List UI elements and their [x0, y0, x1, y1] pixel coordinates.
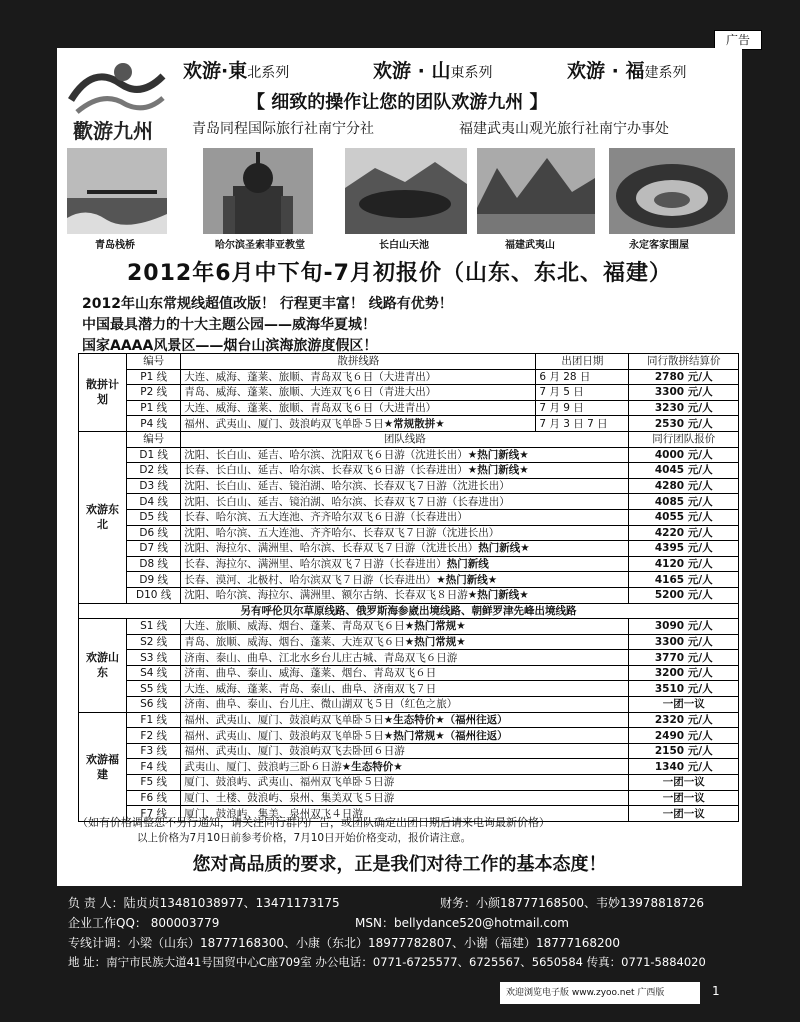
route-cell [181, 478, 629, 494]
route-text: 长春、长白山、延吉、哈尔滨、长春双飞６日游（长春进出） [184, 464, 468, 477]
photo-caption: 长白山天池 [379, 240, 429, 251]
price-cell: 4120 元/人 [629, 556, 739, 572]
table-row [79, 385, 739, 401]
agency-left: 青岛同程国际旅行社南宁分社 [192, 121, 374, 137]
price-cell: 4280 元/人 [629, 478, 739, 494]
route-cell [181, 728, 629, 744]
table-row [79, 665, 739, 681]
footer-address: 地 址：南宁市民族大道41号国贸中心C座709室 办公电话：0771-6725577、6725567、5650584 传真：0771-5884020 [68, 955, 706, 969]
code-cell: D10 线 [127, 587, 181, 603]
table-row [79, 790, 739, 806]
header-route: 散拼线路 [181, 354, 536, 370]
table-row [79, 494, 739, 510]
route-cell [181, 712, 629, 728]
price-cell: 4000 元/人 [629, 447, 739, 463]
route-text: 大连、威海、蓬莱、旅顺、青岛双飞６日（大进青出） [184, 402, 437, 415]
price-cell: 一团一议 [629, 697, 739, 713]
route-cell [181, 759, 629, 775]
code-cell: D3 线 [127, 478, 181, 494]
route-cell [181, 634, 629, 650]
logo-text: 歡游九州 [73, 119, 153, 142]
route-text: 沈阳、长白山、延吉、哈尔滨、沈阳双飞６日游（沈进长出） [184, 448, 468, 461]
route-text: 福州、武夷山、厦门、鼓浪屿双飞去卧回６日游 [184, 745, 405, 758]
table-row [79, 697, 739, 713]
route-text: 福州、武夷山、厦门、鼓浪屿双飞单卧５日 [184, 417, 384, 430]
route-text: 厦门、鼓浪屿、武夷山、福州双飞单卧５日游 [184, 776, 395, 789]
route-text: 沈阳、哈尔滨、海拉尔、满洲里、额尔古纳、长春双飞８日游 [184, 589, 468, 602]
route-text: 沈阳、海拉尔、满洲里、哈尔滨、长春双飞７日游（沈进长出） [184, 542, 479, 555]
route-text: 大连、威海、蓬莱、青岛、泰山、曲阜、济南双飞７日 [184, 682, 437, 695]
code-cell: D1 线 [127, 447, 181, 463]
agency-right: 福建武夷山观光旅行社南宁办事处 [459, 121, 669, 137]
table-row [79, 369, 739, 385]
route-badge: ★热门常规★ [404, 620, 466, 633]
route-cell [181, 681, 629, 697]
route-cell [181, 556, 629, 572]
route-badge: 热门新线 [446, 558, 489, 571]
route-text: 济南、曲阜、泰山、台儿庄、微山湖双飞５日（红色之旅） [184, 698, 458, 711]
route-text: 青岛、旅顺、威海、烟台、蓬莱、大连双飞６日 [184, 635, 405, 648]
route-cell [181, 619, 629, 635]
code-cell: F2 线 [127, 728, 181, 744]
table-row [79, 572, 739, 588]
route-text: 沈阳、哈尔滨、五大连池、齐齐哈尔、长春双飞７日游（沈进长出） [184, 526, 500, 539]
price-cell: 4165 元/人 [629, 572, 739, 588]
slogan: 【 细致的操作让您的团队欢游九州 】 [247, 92, 548, 113]
code-cell: P4 线 [127, 416, 181, 432]
route-badge: ★生态特价★ [341, 760, 403, 773]
route-badge: ★热门新线★ [467, 448, 529, 461]
code-cell: D9 线 [127, 572, 181, 588]
table-row [79, 712, 739, 728]
photo-qingdao-pier [67, 148, 167, 234]
series-dongbei: 欢游·東北系列 [183, 60, 290, 82]
table-row [79, 400, 739, 416]
code-cell: D5 线 [127, 509, 181, 525]
price-cell: 2530 元/人 [629, 416, 739, 432]
price-cell: 5200 元/人 [629, 587, 739, 603]
group-label: 欢游福建 [79, 712, 127, 821]
code-cell: P1 线 [127, 369, 181, 385]
route-cell [181, 743, 629, 759]
route-text: 福州、武夷山、厦门、鼓浪屿双飞单卧５日 [184, 729, 384, 742]
route-cell [181, 650, 629, 666]
code-cell: D8 线 [127, 556, 181, 572]
price-cell: 3300 元/人 [629, 385, 739, 401]
code-cell: S5 线 [127, 681, 181, 697]
photo-caption: 永定客家围屋 [629, 240, 689, 251]
route-badge: ★热门新线★ [467, 589, 529, 602]
price-cell: 4055 元/人 [629, 509, 739, 525]
header-code: 编号 [127, 431, 181, 447]
table-row [79, 478, 739, 494]
code-cell: D6 线 [127, 525, 181, 541]
price-cell: 3090 元/人 [629, 619, 739, 635]
series-fujian: 欢游 · 福建系列 [567, 60, 687, 82]
photo-caption: 哈尔滨圣索菲亚教堂 [215, 240, 305, 251]
price-cell: 2150 元/人 [629, 743, 739, 759]
group-label: 欢游东北 [79, 431, 127, 603]
code-cell: F3 线 [127, 743, 181, 759]
code-cell: F5 线 [127, 775, 181, 791]
footer-msn: MSN：bellydance520@hotmail.com [355, 916, 569, 930]
table-row [79, 587, 739, 603]
route-cell [181, 572, 629, 588]
table-row [79, 556, 739, 572]
price-cell: 2780 元/人 [629, 369, 739, 385]
table-row [79, 416, 739, 432]
route-cell [181, 369, 536, 385]
promo-line: 中国最具潜力的十大主题公园——威海华夏城！ [82, 317, 376, 333]
route-cell [181, 447, 629, 463]
ad-tag: 广告 [714, 30, 762, 50]
code-cell: D7 线 [127, 541, 181, 557]
code-cell: D4 线 [127, 494, 181, 510]
code-cell: S6 线 [127, 697, 181, 713]
route-cell [181, 697, 629, 713]
header-route: 团队线路 [181, 431, 629, 447]
code-cell: D2 线 [127, 463, 181, 479]
promo-line: 国家AAAA风景区——烟台山滨海旅游度假区！ [82, 338, 378, 354]
table-row [79, 775, 739, 791]
code-cell: P2 线 [127, 385, 181, 401]
extra-note-row [79, 603, 739, 619]
route-cell [181, 463, 629, 479]
photo-wuyishan [477, 148, 595, 234]
table-header-row [79, 354, 739, 370]
price-cell: 4220 元/人 [629, 525, 739, 541]
header-price: 同行团队报价 [629, 431, 739, 447]
route-text: 长春、漠河、北极村、哈尔滨双飞７日游（长春进出） [184, 573, 437, 586]
price-date-note: 以上价格为7月10日前参考价格，7月10日开始价格变动，报价请注意。 [137, 832, 472, 844]
route-text: 济南、泰山、曲阜、江北水乡台儿庄古城、青岛双飞６日游 [184, 651, 458, 664]
header-code: 编号 [127, 354, 181, 370]
route-badge: ★热门新线★ [436, 573, 498, 586]
code-cell: S1 线 [127, 619, 181, 635]
route-cell [181, 400, 536, 416]
footer-manager: 负 责 人：陆贞贞13481038977、13471173175 [68, 896, 340, 910]
table-row [79, 634, 739, 650]
bottom-bar: 欢迎浏览电子版 www.zyoo.net 广西版 [500, 982, 700, 1004]
route-text: 长春、海拉尔、满洲里、哈尔滨双飞７日游（长春进出） [184, 558, 447, 571]
code-cell: S3 线 [127, 650, 181, 666]
table-row [79, 541, 739, 557]
route-badge: 热门新线★ [478, 542, 530, 555]
code-cell: F1 线 [127, 712, 181, 728]
route-text: 厦门、鼓浪屿、集美、泉州双飞４日游 [184, 807, 363, 820]
header-date: 出团日期 [536, 354, 629, 370]
price-cell: 1340 元/人 [629, 759, 739, 775]
flyer-sheet [57, 48, 742, 886]
footer-finance: 财务：小颜18777168500、韦妙13978818726 [440, 896, 704, 910]
price-cell: 一团一议 [629, 806, 739, 822]
route-text: 青岛、威海、蓬莱、旅顺、大连双飞６日（青进大出） [184, 386, 437, 399]
price-cell: 3200 元/人 [629, 665, 739, 681]
route-text: 福州、武夷山、厦门、鼓浪屿双飞单卧５日 [184, 713, 384, 726]
price-cell: 4085 元/人 [629, 494, 739, 510]
photo-changbai-lake [345, 148, 467, 234]
route-badge: ★热门新线★ [467, 464, 529, 477]
date-cell: 7 月 3 日 7 日 [536, 416, 629, 432]
price-cell: 4395 元/人 [629, 541, 739, 557]
photo-caption: 青岛栈桥 [95, 240, 135, 251]
date-cell: 7 月 9 日 [536, 400, 629, 416]
route-text: 大连、旅顺、威海、烟台、蓬莱、青岛双飞６日 [184, 620, 405, 633]
code-cell: F6 线 [127, 790, 181, 806]
table-row [79, 759, 739, 775]
route-cell [181, 385, 536, 401]
table-row [79, 447, 739, 463]
price-cell: 3510 元/人 [629, 681, 739, 697]
route-cell [181, 587, 629, 603]
route-badge: ★常规散拼★ [383, 417, 445, 430]
series-shandong: 欢游 · 山東系列 [373, 60, 493, 82]
table-row [79, 509, 739, 525]
price-cell: 2320 元/人 [629, 712, 739, 728]
route-cell [181, 790, 629, 806]
route-text: 沈阳、长白山、延吉、镜泊湖、哈尔滨、长春双飞７日游（沈进长出） [184, 480, 510, 493]
headline: 2012年6月中下旬-7月初报价（山东、东北、福建） [127, 261, 672, 286]
route-badge: ★生态特价★（福州往返） [383, 713, 508, 726]
price-cell: 一团一议 [629, 775, 739, 791]
price-cell: 一团一议 [629, 790, 739, 806]
route-badge: ★热门常规★ [404, 635, 466, 648]
extra-note: 另有呼伦贝尔草原线路、俄罗斯海参崴出境线路、朝鲜罗津先峰出境线路 [79, 603, 739, 619]
photo-harbin-church [203, 148, 313, 234]
route-cell [181, 665, 629, 681]
price-cell: 3230 元/人 [629, 400, 739, 416]
logo-icon [63, 54, 173, 142]
page-number: 1 [712, 984, 720, 998]
code-cell: P1 线 [127, 400, 181, 416]
group-label: 散拼计划 [79, 354, 127, 432]
price-cell: 3300 元/人 [629, 634, 739, 650]
route-text: 厦门、土楼、鼓浪屿、泉州、集美双飞５日游 [184, 791, 395, 804]
route-text: 大连、威海、蓬莱、旅顺、青岛双飞６日（大进青出） [184, 370, 437, 383]
table-row [79, 619, 739, 635]
table-header-row [79, 431, 739, 447]
code-cell: F4 线 [127, 759, 181, 775]
photo-tulou [609, 148, 735, 234]
code-cell: F7 线 [127, 806, 181, 822]
route-badge: ★热门常规★（福州往返） [383, 729, 508, 742]
route-cell [181, 541, 629, 557]
table-row [79, 743, 739, 759]
footer-planners: 专线计调：小梁（山东）18777168300、小康（东北）18977782807、小谢（福建）18777168200 [68, 936, 620, 950]
price-cell: 2490 元/人 [629, 728, 739, 744]
table-row [79, 650, 739, 666]
group-label: 欢游山东 [79, 619, 127, 713]
photo-caption: 福建武夷山 [505, 240, 555, 251]
date-cell: 6 月 28 日 [536, 369, 629, 385]
route-cell [181, 494, 629, 510]
promo-line: 2012年山东常规线超值改版！ 行程更丰富！ 线路有优势！ [82, 296, 453, 312]
header-price: 同行散拼结算价 [629, 354, 739, 370]
route-cell [181, 416, 536, 432]
table-row [79, 728, 739, 744]
date-cell: 7 月 5 日 [536, 385, 629, 401]
code-cell: S2 线 [127, 634, 181, 650]
price-change-note: （如有价格调整恕不另行通知，请关注同行群内广告，或团队确定出团日期后请来电询最新价格） [77, 816, 550, 829]
route-text: 沈阳、长白山、延吉、镜泊湖、哈尔滨、长春双飞７日游（长春进出） [184, 495, 510, 508]
route-text: 济南、曲阜、泰山、威海、蓬莱、烟台、青岛双飞６日 [184, 667, 437, 680]
route-cell [181, 509, 629, 525]
table-row [79, 525, 739, 541]
route-cell [181, 775, 629, 791]
price-cell: 4045 元/人 [629, 463, 739, 479]
price-cell: 3770 元/人 [629, 650, 739, 666]
route-text: 武夷山、厦门、鼓浪屿三卧６日游 [184, 760, 342, 773]
route-text: 长春、哈尔滨、五大连池、齐齐哈尔双飞６日游（长春进出） [184, 511, 468, 524]
route-cell [181, 525, 629, 541]
table-row [79, 463, 739, 479]
footer-qq: 企业工作QQ： 800003779 [68, 916, 220, 930]
motto: 您对高品质的要求，正是我们对待工作的基本态度！ [192, 854, 607, 875]
price-table [78, 353, 739, 822]
table-row [79, 681, 739, 697]
code-cell: S4 线 [127, 665, 181, 681]
